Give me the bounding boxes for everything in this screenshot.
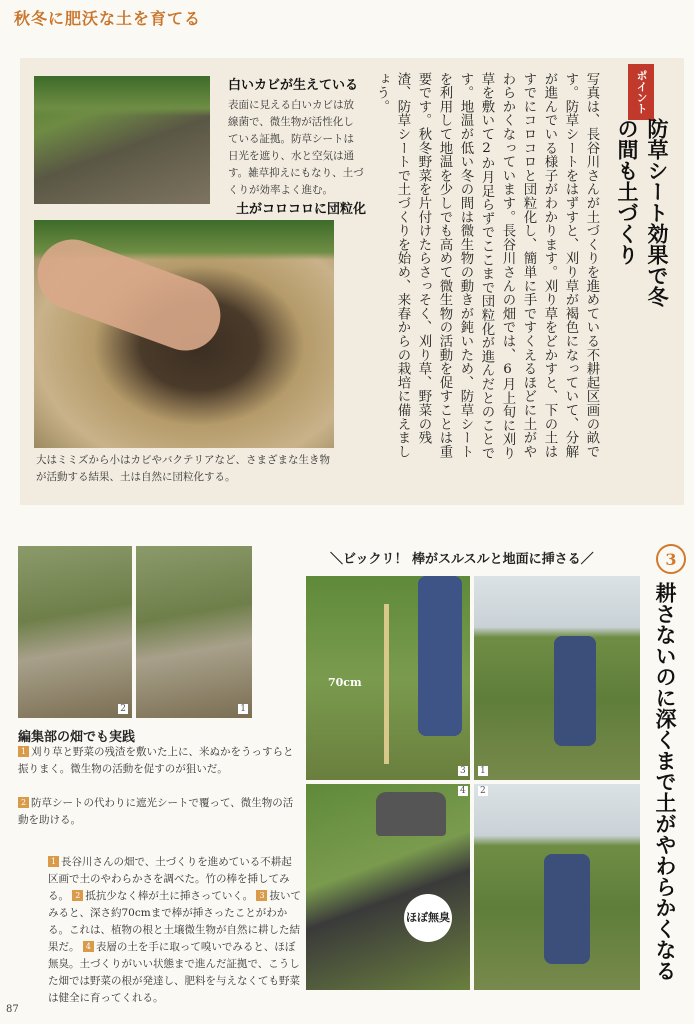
person-crouching — [544, 854, 590, 964]
edit-item-2 — [18, 795, 300, 829]
smell-photo — [306, 784, 470, 990]
field-photo-2 — [474, 784, 640, 990]
body-para-2: 2か月足らずでここまで団粒化が進んだとのことです。地温が低い冬の間は微生物の動きが鈍いため、防草シートを利用して地温を少しでも高めて微生物の活動を促すことは重要です。秋冬野菜を片付けたらさっそく、刈り草、野菜の残渣、防草シートで土づくりを始め、来春からの栽培に備えましょう。 — [374, 72, 494, 460]
odor-bubble — [404, 894, 452, 942]
point-badge-label: ポイント — [635, 70, 648, 114]
desc-text: 表層の土を手に取って嗅いでみると、ほぼ無臭。土づくりがいい状態まで進んだ証拠で、こうした畑では野菜の根が発達し、肥料を与えなくても野菜は健全に育ってくれる。 — [48, 941, 300, 1004]
section3-heading: 耕さないのに深くまで土がやわらかくなる — [653, 582, 678, 981]
soil-hand-photo — [34, 220, 334, 448]
body-para-1: 写真は、長谷川さんが土づくりを進めている不耕起区画の畝です。防草シートをはずすと、刈り草が褐色になっていて、分解が進んでいる様子がわかります。刈り草をどかすと、下の土はすでにコロコロと団粒化し、簡単に手ですくえるほどに土がやわらかくなっています。長谷川さんの畑では、6月上旬に刈り草を敷いて2か月足らずでここまで団粒化が進んだとのことです。地温が低い冬の間は微生物の動きが鈍いため、防草シートを利用して地温を少しでも高めて微生物の活動を促すことは重要です。秋冬野菜を片付けたらさっそく、刈り草、野菜の残渣、防草シートで土づくりを始め、来春からの栽培に備えましょう。 — [374, 72, 599, 460]
desc-number: 1 — [48, 856, 59, 867]
mold-photo — [34, 76, 210, 204]
feature-heading: 防草シート効果で冬の間も土づくり — [615, 118, 670, 307]
item-number: 1 — [18, 746, 29, 757]
item-text: 防草シートの代わりに遮光シートで覆って、微生物の活動を助ける。 — [18, 797, 294, 826]
photo-number: 3 — [460, 766, 466, 776]
photo-number: 1 — [240, 704, 246, 714]
edit-section-heading: 編集部の畑でも実践 — [18, 730, 136, 745]
section3-description — [48, 854, 302, 1007]
photo-number: 4 — [460, 786, 466, 796]
bamboo-stick — [384, 604, 389, 764]
cap-shape — [376, 792, 446, 836]
field-photo-1 — [474, 576, 640, 780]
section-number: 3 — [656, 544, 686, 574]
point-badge — [628, 64, 654, 120]
page-title: 秋冬に肥沃な土を育てる — [14, 9, 202, 28]
edit-item-1 — [18, 744, 300, 778]
body-para-2-spacer — [392, 280, 600, 480]
edit-photo-2 — [18, 546, 132, 718]
item-number: 2 — [18, 797, 29, 808]
person-bending — [554, 636, 596, 746]
desc-text: 抜いてみると、深さ約70cmまで棒が挿さったことがわかる。これは、植物の根と土壌微生物が自然に耕した結果だ。 — [48, 890, 301, 953]
person-legs — [418, 576, 462, 736]
photo-caption: 大はミミズから小はカビやバクテリアなど、さまざまな生き物が活動する結果、土は自然に団粒化する。 — [36, 454, 330, 483]
desc-number: 2 — [72, 890, 83, 901]
bubble-text: ほぼ無臭 — [406, 911, 450, 924]
photo-number: 2 — [120, 704, 126, 714]
desc-number: 3 — [256, 890, 267, 901]
photo-number: 1 — [480, 766, 486, 776]
stick-photo — [306, 576, 470, 780]
item-text: 刈り草と野菜の残渣を敷いた上に、米ぬかをうっすらと振りまく。微生物の活動を促すのが狙いだ。 — [18, 746, 294, 775]
callout-mold-heading: 白いカビが生えている — [228, 78, 359, 93]
desc-text: 抵抗少なく棒が土に挿さっていく。 — [85, 890, 254, 902]
edit-photo-1 — [136, 546, 252, 718]
callout-mold-text: 表面に見える白いカビは放線菌で、微生物が活性化している証拠。防草シートは日光を遮り、水と空気は通す。雑草抑えにもなり、土づくりが効率よく進む。 — [228, 99, 364, 196]
callout-mold — [228, 74, 364, 199]
exclaim-heading: ＼ビックリ！ 棒がスルスルと地面に挿さる／ — [330, 552, 594, 567]
callout-crumb-heading: 土がコロコロに団粒化 — [236, 202, 367, 217]
photo-number: 2 — [480, 786, 486, 796]
desc-text: 長谷川さんの畑で、土づくりを進めている不耕起区画で土のやわらかさを調べた。竹の棒を挿してみる。 — [48, 856, 292, 902]
desc-number: 4 — [83, 941, 94, 952]
page-number: 87 — [6, 1004, 19, 1015]
grass-area — [34, 76, 210, 116]
depth-label: 70cm — [328, 676, 362, 689]
